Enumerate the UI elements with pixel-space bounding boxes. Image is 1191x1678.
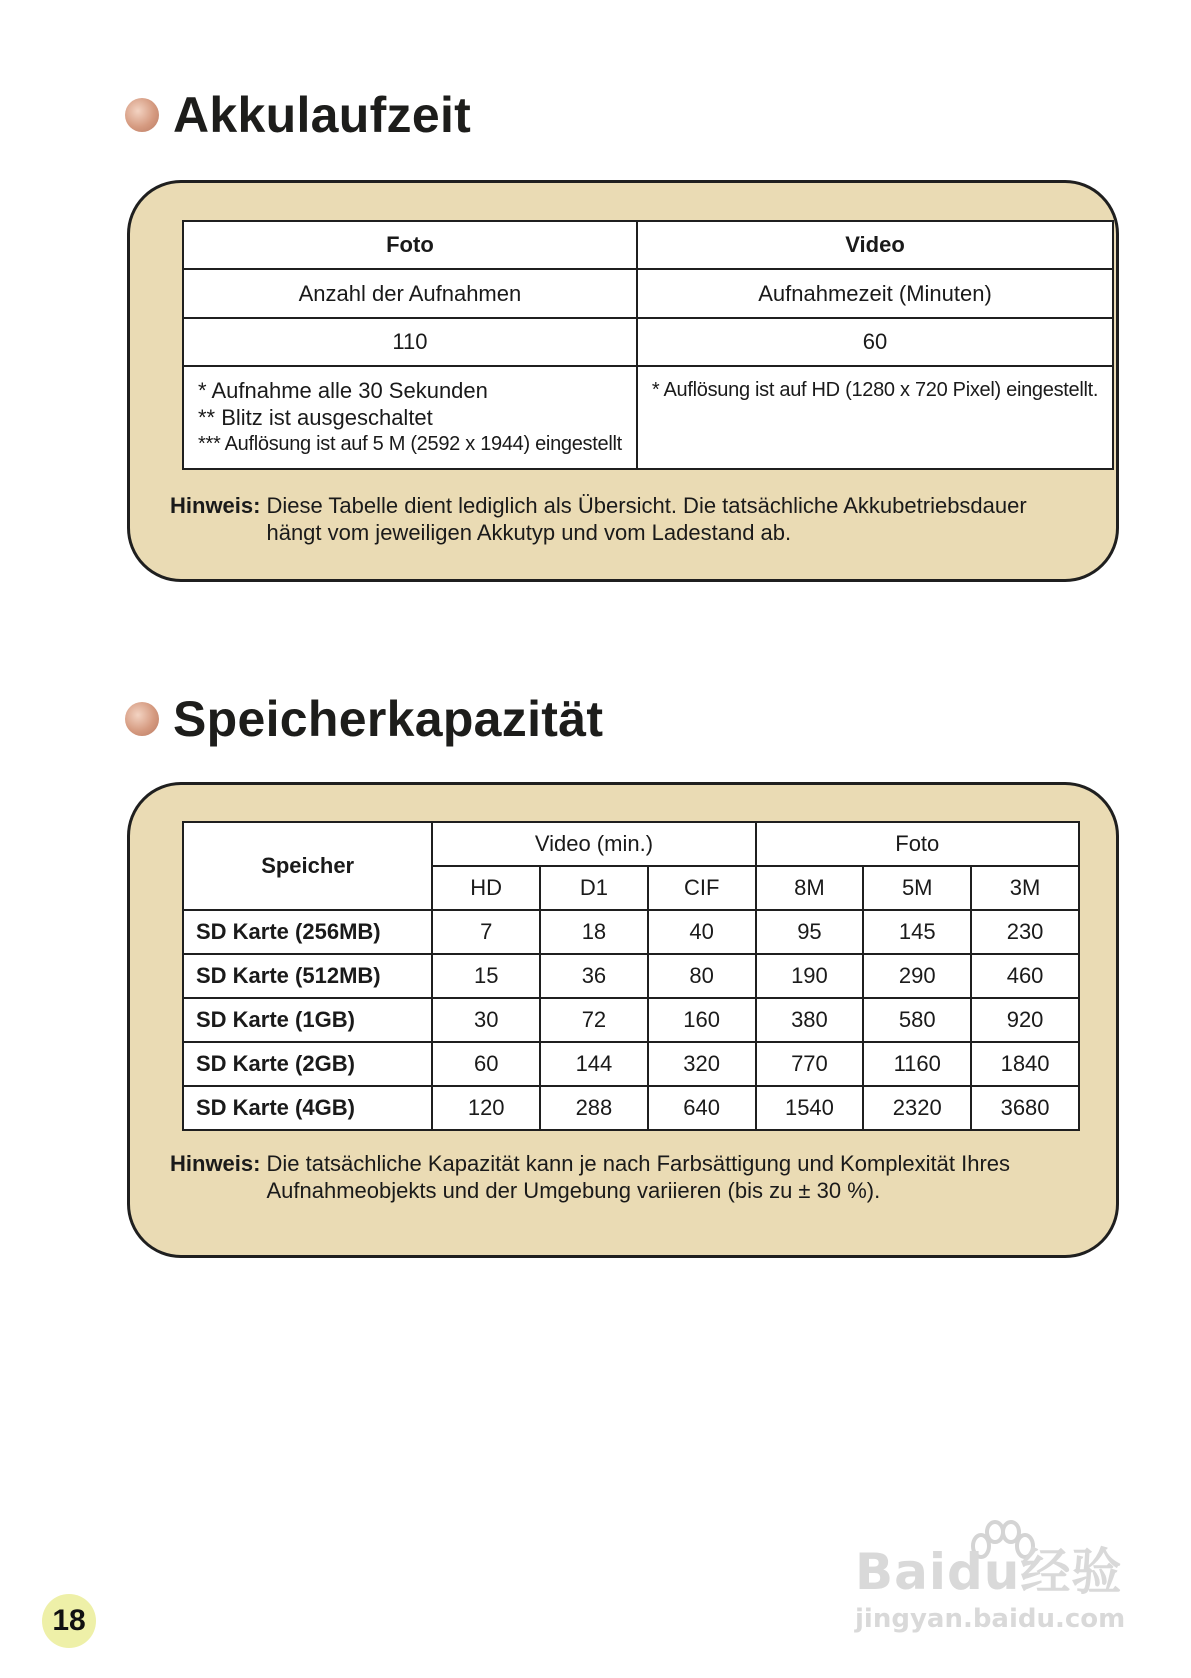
storage-group-foto: Foto bbox=[756, 822, 1079, 866]
table-cell: 80 bbox=[648, 954, 756, 998]
storage-row-header: Speicher bbox=[183, 822, 432, 910]
video-note-1: * Auflösung ist auf HD (1280 x 720 Pixel) eingestellt. bbox=[651, 379, 1099, 401]
storage-table bbox=[182, 821, 1080, 1131]
table-cell: 1160 bbox=[863, 1042, 971, 1086]
foto-note-1: * Aufnahme alle 30 Sekunden bbox=[198, 378, 488, 403]
section-bullet-icon bbox=[125, 702, 159, 736]
battery-foto-notes bbox=[183, 366, 637, 469]
storage-group-video: Video (min.) bbox=[432, 822, 755, 866]
battery-hint bbox=[170, 492, 1070, 546]
watermark-main: Baidu经验 bbox=[855, 1543, 1123, 1601]
table-cell: 95 bbox=[756, 910, 864, 954]
baidu-watermark bbox=[855, 1520, 1135, 1640]
storage-hint-label: Hinweis: bbox=[170, 1151, 261, 1176]
battery-video-notes bbox=[637, 366, 1113, 469]
battery-subheader-video: Aufnahmezeit (Minuten) bbox=[637, 269, 1113, 318]
row-label: SD Karte (256MB) bbox=[183, 910, 432, 954]
table-cell: 7 bbox=[432, 910, 540, 954]
table-cell: 580 bbox=[863, 998, 971, 1042]
foto-note-3: *** Auflösung ist auf 5 M (2592 x 1944) eingestellt bbox=[198, 433, 622, 455]
table-cell: 145 bbox=[863, 910, 971, 954]
storage-col-hd: HD bbox=[432, 866, 540, 910]
foto-note-2: ** Blitz ist ausgeschaltet bbox=[198, 405, 433, 430]
storage-col-8m: 8M bbox=[756, 866, 864, 910]
battery-value-foto: 110 bbox=[183, 318, 637, 366]
storage-hint-text: Die tatsächliche Kapazität kann je nach Farbsättigung und Komplexität Ihres Aufnahmeobjekts und der Umgebung variieren (bis zu ± 30 %). bbox=[266, 1151, 1011, 1203]
table-row bbox=[183, 910, 1079, 954]
table-row bbox=[183, 998, 1079, 1042]
table-cell: 320 bbox=[648, 1042, 756, 1086]
table-cell: 460 bbox=[971, 954, 1079, 998]
storage-col-d1: D1 bbox=[540, 866, 648, 910]
table-cell: 1540 bbox=[756, 1086, 864, 1130]
section-bullet-icon bbox=[125, 98, 159, 132]
table-cell: 230 bbox=[971, 910, 1079, 954]
table-cell: 18 bbox=[540, 910, 648, 954]
table-cell: 190 bbox=[756, 954, 864, 998]
row-label: SD Karte (4GB) bbox=[183, 1086, 432, 1130]
table-cell: 288 bbox=[540, 1086, 648, 1130]
page-number: 18 bbox=[42, 1594, 96, 1648]
battery-hint-label: Hinweis: bbox=[170, 493, 261, 518]
storage-section-title bbox=[125, 690, 603, 748]
battery-subheader-foto: Anzahl der Aufnahmen bbox=[183, 269, 637, 318]
table-row bbox=[183, 1042, 1079, 1086]
row-label: SD Karte (1GB) bbox=[183, 998, 432, 1042]
table-cell: 380 bbox=[756, 998, 864, 1042]
storage-hint bbox=[170, 1150, 1070, 1204]
table-cell: 770 bbox=[756, 1042, 864, 1086]
table-cell: 120 bbox=[432, 1086, 540, 1130]
battery-section-title bbox=[125, 86, 471, 144]
table-cell: 2320 bbox=[863, 1086, 971, 1130]
battery-header-foto: Foto bbox=[183, 221, 637, 269]
table-cell: 1840 bbox=[971, 1042, 1079, 1086]
storage-title-text: Speicherkapazität bbox=[173, 691, 604, 747]
storage-panel bbox=[127, 782, 1119, 1258]
table-cell: 3680 bbox=[971, 1086, 1079, 1130]
table-cell: 40 bbox=[648, 910, 756, 954]
table-row bbox=[183, 954, 1079, 998]
table-row bbox=[183, 1086, 1079, 1130]
table-cell: 15 bbox=[432, 954, 540, 998]
battery-value-video: 60 bbox=[637, 318, 1113, 366]
table-cell: 72 bbox=[540, 998, 648, 1042]
table-cell: 160 bbox=[648, 998, 756, 1042]
table-cell: 640 bbox=[648, 1086, 756, 1130]
row-label: SD Karte (2GB) bbox=[183, 1042, 432, 1086]
watermark-sub: jingyan.baidu.com bbox=[855, 1604, 1126, 1634]
battery-table bbox=[182, 220, 1114, 470]
table-cell: 36 bbox=[540, 954, 648, 998]
table-cell: 290 bbox=[863, 954, 971, 998]
storage-col-cif: CIF bbox=[648, 866, 756, 910]
row-label: SD Karte (512MB) bbox=[183, 954, 432, 998]
table-cell: 144 bbox=[540, 1042, 648, 1086]
table-cell: 30 bbox=[432, 998, 540, 1042]
battery-title-text: Akkulaufzeit bbox=[173, 87, 472, 143]
battery-hint-text: Diese Tabelle dient lediglich als Übersicht. Die tatsächliche Akkubetriebsdauer hängt vom jeweiligen Akkutyp und vom Ladestand ab. bbox=[266, 493, 1027, 545]
battery-panel bbox=[127, 180, 1119, 582]
battery-header-video: Video bbox=[637, 221, 1113, 269]
storage-col-3m: 3M bbox=[971, 866, 1079, 910]
table-cell: 60 bbox=[432, 1042, 540, 1086]
storage-col-5m: 5M bbox=[863, 866, 971, 910]
table-cell: 920 bbox=[971, 998, 1079, 1042]
